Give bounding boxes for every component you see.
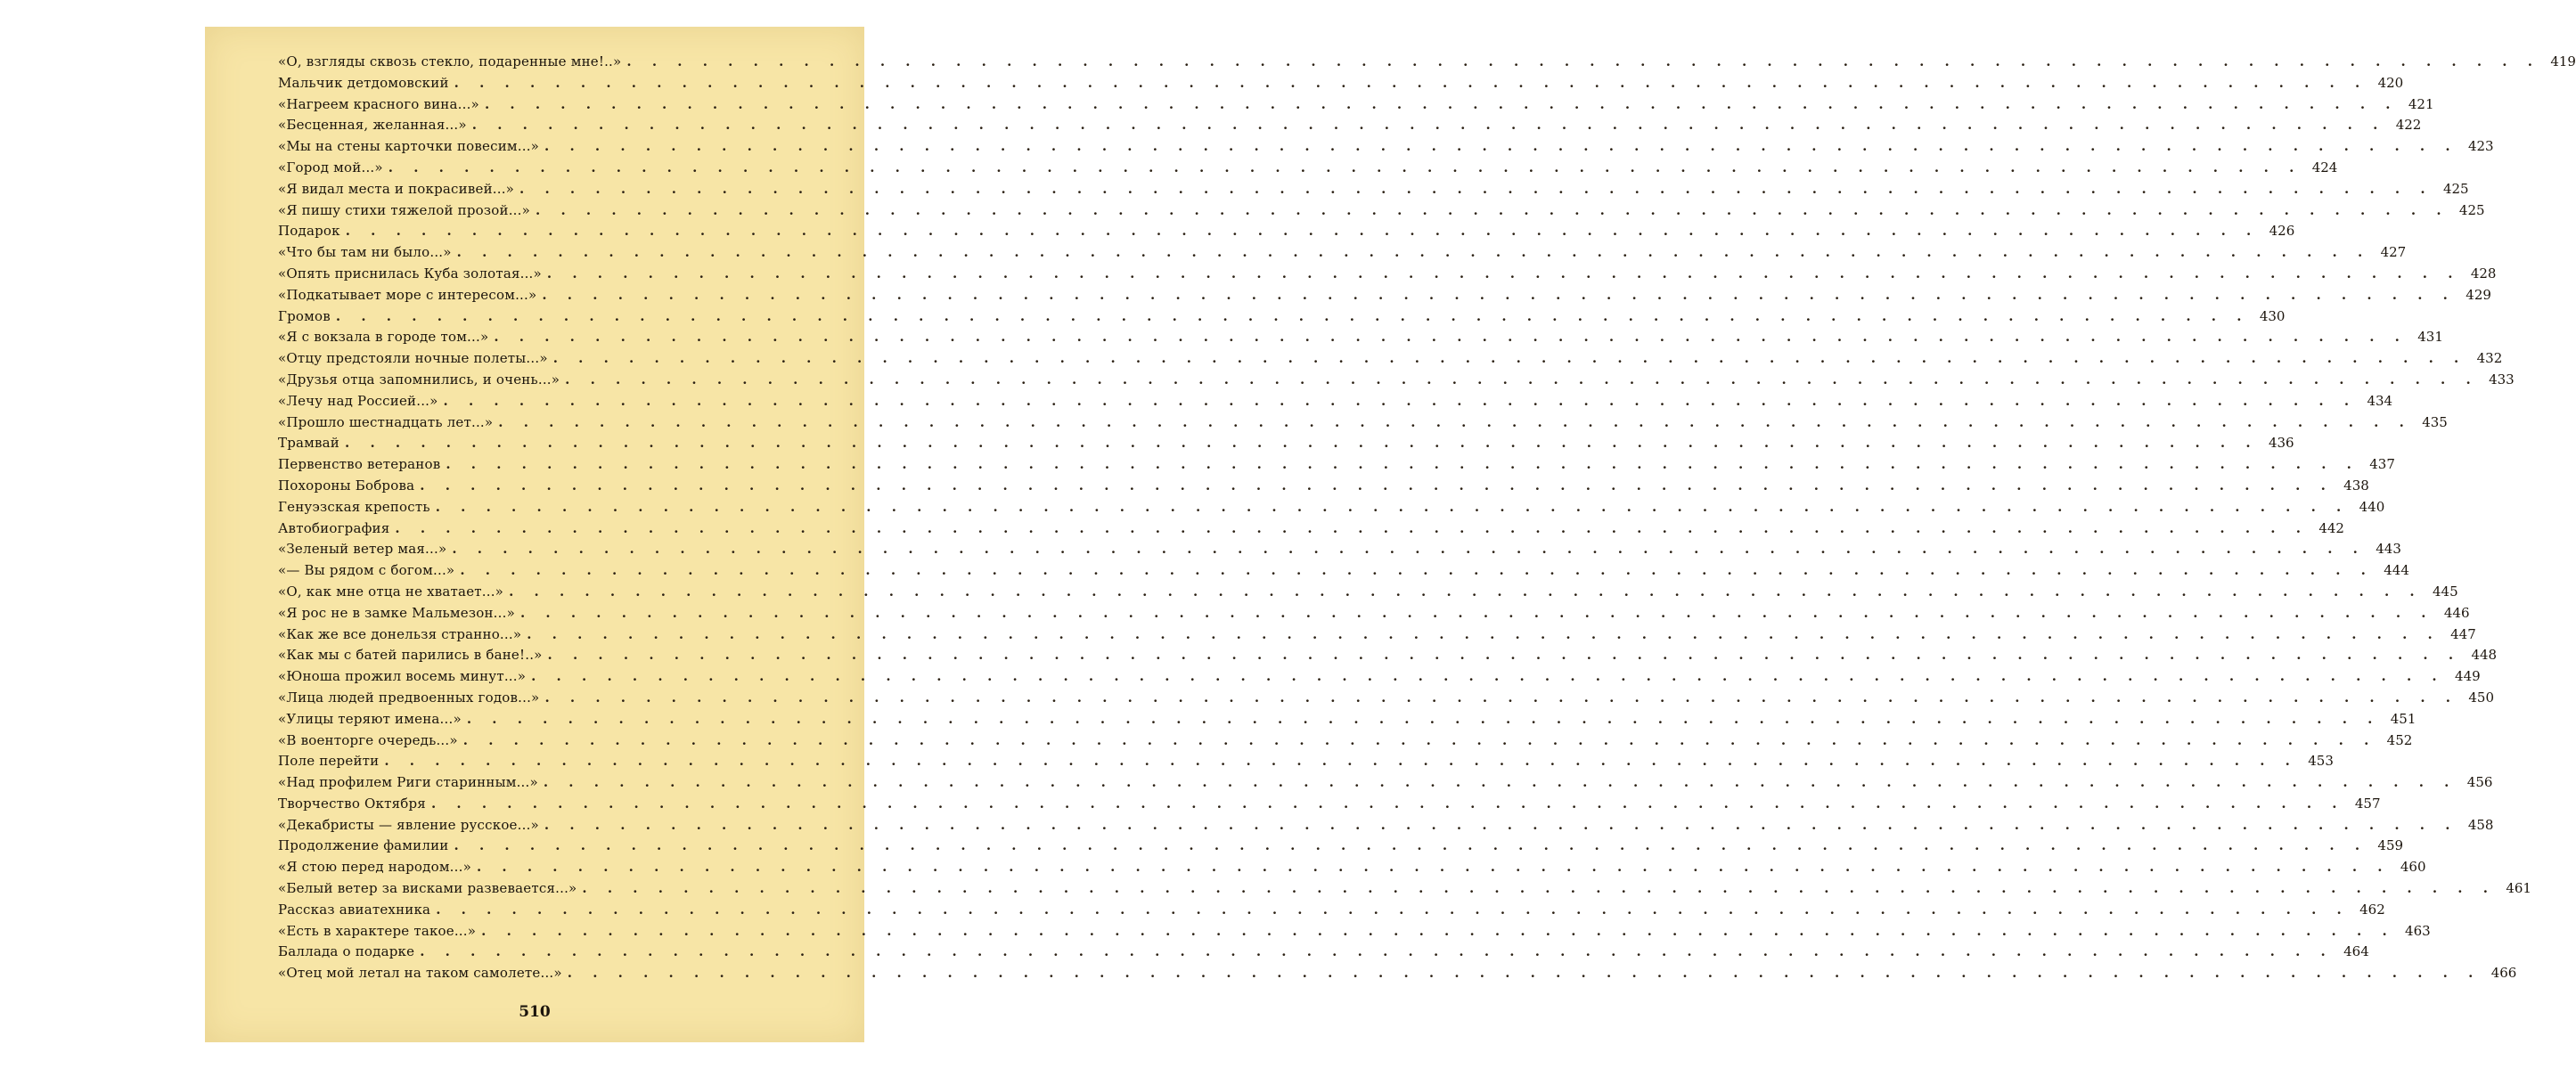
toc-entry [278, 689, 2494, 711]
entry-page-number: 425 [2458, 201, 2485, 218]
entry-title: «Мы на стены карточки повесим...» [278, 138, 540, 155]
toc-entry [278, 647, 2498, 668]
toc-entry [278, 223, 2295, 244]
entry-page-number: 443 [2376, 541, 2401, 558]
entry-title: Подарок [278, 223, 340, 240]
toc-entry [278, 74, 2404, 96]
entry-page-number: 430 [2259, 307, 2286, 324]
entry-title: «Что бы там ни было...» [278, 244, 452, 261]
entry-page-number: 421 [2408, 95, 2434, 112]
dot-leader: . . . . . . . . . . . . . . . . . . . . . . . . . . . . . . . . . . . . . . . . . . . . . . . . . . . . . . . . . . . . . . . . . . . . . . . . . . . . [544, 689, 2458, 706]
toc-entry [278, 392, 2393, 414]
entry-title: Трамвай [278, 435, 340, 452]
toc-entry [278, 329, 2443, 350]
toc-entry [278, 265, 2497, 287]
dot-leader: . . . . . . . . . . . . . . . . . . . . . . . . . . . . . . . . . . . . . . . . . . . . . . . . . . . . . . . . . . . . . . . . . . . . . . . . . . . . [531, 668, 2445, 685]
dot-leader: . . . . . . . . . . . . . . . . . . . . . . . . . . . . . . . . . . . . . . . . . . . . . . . . . . . . . . . . . . . . . . . . . . . . . . . . . . . . [527, 625, 2441, 642]
entry-page-number: 453 [2308, 753, 2334, 770]
toc-entry [278, 307, 2286, 330]
dot-leader: . . . . . . . . . . . . . . . . . . . . . . . . . . . . . . . . . . . . . . . . . . . . . . . . . . . . . . . . . . . . . . . . . . . . . . . . . . . . [335, 307, 2250, 324]
entry-page-number: 444 [2384, 562, 2409, 579]
dot-leader: . . . . . . . . . . . . . . . . . . . . . . . . . . . . . . . . . . . . . . . . . . . . . . . . . . . . . . . . . . . . . . . . . . . . . . . . . . . . [454, 837, 2368, 854]
entry-page-number: 420 [2377, 74, 2404, 91]
entry-page-number: 442 [2318, 519, 2344, 536]
dot-leader: . . . . . . . . . . . . . . . . . . . . . . . . . . . . . . . . . . . . . . . . . . . . . . . . . . . . . . . . . . . . . . . . . . . . . . . . . . . . [536, 201, 2449, 218]
dot-leader: . . . . . . . . . . . . . . . . . . . . . . . . . . . . . . . . . . . . . . . . . . . . . . . . . . . . . . . . . . . . . . . . . . . . . . . . . . . . [567, 965, 2482, 982]
dot-leader: . . . . . . . . . . . . . . . . . . . . . . . . . . . . . . . . . . . . . . . . . . . . . . . . . . . . . . . . . . . . . . . . . . . . . . . . . . . . [446, 456, 2359, 473]
toc-entry [278, 583, 2458, 605]
entry-page-number: 463 [2405, 922, 2431, 939]
entry-title: «Я видал места и покрасивей...» [278, 180, 515, 197]
entry-page-number: 447 [2450, 625, 2476, 642]
entry-title: «Отцу предстояли ночные полеты...» [278, 350, 548, 367]
page-number: 510 [519, 1003, 551, 1021]
entry-page-number: 424 [2311, 159, 2338, 175]
entry-page-number: 461 [2506, 880, 2531, 897]
entry-title: Продолжение фамилии [278, 837, 449, 854]
dot-leader: . . . . . . . . . . . . . . . . . . . . . . . . . . . . . . . . . . . . . . . . . . . . . . . . . . . . . . . . . . . . . . . . . . . . . . . . . . . . [546, 265, 2461, 282]
toc-entry [278, 943, 2369, 965]
toc-entry [278, 456, 2395, 477]
entry-title: «Декабристы — явление русское...» [278, 816, 539, 833]
entry-page-number: 426 [2269, 223, 2295, 240]
entry-page-number: 459 [2377, 837, 2404, 854]
toc-entry [278, 922, 2431, 944]
dot-leader: . . . . . . . . . . . . . . . . . . . . . . . . . . . . . . . . . . . . . . . . . . . . . . . . . . . . . . . . . . . . . . . . . . . . . . . . . . . . [384, 753, 2298, 770]
entry-title: «Зеленый ветер мая...» [278, 541, 447, 558]
entry-page-number: 419 [2550, 53, 2576, 69]
entry-title: «Я рос не в замке Мальмезон...» [278, 604, 515, 621]
entry-page-number: 448 [2471, 647, 2498, 664]
entry-page-number: 437 [2369, 456, 2395, 473]
entry-title: «Юноша прожил восемь минут...» [278, 668, 527, 685]
toc-entry [278, 138, 2494, 159]
toc-entry [278, 477, 2369, 499]
dot-leader: . . . . . . . . . . . . . . . . . . . . . . . . . . . . . . . . . . . . . . . . . . . . . . . . . . . . . . . . . . . . . . . . . . . . . . . . . . . . [582, 880, 2496, 897]
entry-page-number: 451 [2390, 710, 2417, 727]
entry-title: «В военторге очередь...» [278, 731, 458, 748]
entry-page-number: 433 [2489, 371, 2515, 388]
entry-page-number: 440 [2359, 498, 2385, 515]
entry-page-number: 445 [2432, 583, 2458, 600]
entry-title: «О, взгляды сквозь стекло, подаренные мне!..» [278, 53, 622, 69]
toc-entry [278, 604, 2470, 626]
entry-title: «Прошло шестнадцать лет...» [278, 413, 494, 430]
toc-entry [278, 117, 2422, 138]
dot-leader: . . . . . . . . . . . . . . . . . . . . . . . . . . . . . . . . . . . . . . . . . . . . . . . . . . . . . . . . . . . . . . . . . . . . . . . . . . . . [544, 816, 2458, 833]
toc-entry [278, 837, 2404, 859]
dot-leader: . . . . . . . . . . . . . . . . . . . . . . . . . . . . . . . . . . . . . . . . . . . . . . . . . . . . . . . . . . . . . . . . . . . . . . . . . . . . [552, 350, 2467, 367]
entry-page-number: 446 [2443, 604, 2470, 621]
entry-title: «О, как мне отца не хватает...» [278, 583, 504, 600]
entry-title: «Улицы теряют имена...» [278, 710, 462, 727]
toc-entry [278, 774, 2493, 796]
entry-page-number: 434 [2367, 392, 2393, 409]
entry-title: Похороны Боброва [278, 477, 415, 494]
dot-leader: . . . . . . . . . . . . . . . . . . . . . . . . . . . . . . . . . . . . . . . . . . . . . . . . . . . . . . . . . . . . . . . . . . . . . . . . . . . . [443, 392, 2358, 409]
toc-entry [278, 816, 2494, 838]
entry-title: «— Вы рядом с богом...» [278, 562, 455, 579]
dot-leader: . . . . . . . . . . . . . . . . . . . . . . . . . . . . . . . . . . . . . . . . . . . . . . . . . . . . . . . . . . . . . . . . . . . . . . . . . . . . [345, 223, 2260, 240]
toc-entry [278, 53, 2576, 75]
toc-entry [278, 753, 2334, 774]
dot-leader: . . . . . . . . . . . . . . . . . . . . . . . . . . . . . . . . . . . . . . . . . . . . . . . . . . . . . . . . . . . . . . . . . . . . . . . . . . . . [395, 519, 2309, 536]
table-of-contents [278, 53, 2576, 986]
entry-page-number: 458 [2467, 816, 2494, 833]
dot-leader: . . . . . . . . . . . . . . . . . . . . . . . . . . . . . . . . . . . . . . . . . . . . . . . . . . . . . . . . . . . . . . . . . . . . . . . . . . . . [462, 731, 2377, 748]
dot-leader: . . . . . . . . . . . . . . . . . . . . . . . . . . . . . . . . . . . . . . . . . . . . . . . . . . . . . . . . . . . . . . . . . . . . . . . . . . . . [519, 180, 2433, 197]
dot-leader: . . . . . . . . . . . . . . . . . . . . . . . . . . . . . . . . . . . . . . . . . . . . . . . . . . . . . . . . . . . . . . . . . . . . . . . . . . . . [544, 138, 2458, 155]
entry-title: Поле перейти [278, 753, 380, 770]
entry-page-number: 460 [2400, 859, 2426, 876]
entry-page-number: 466 [2490, 965, 2517, 982]
entry-title: «Как же все донельзя странно...» [278, 625, 522, 642]
entry-title: Рассказ авиатехника [278, 901, 431, 918]
toc-entry [278, 731, 2413, 754]
entry-page-number: 435 [2422, 413, 2448, 430]
entry-page-number: 422 [2395, 117, 2422, 134]
entry-page-number: 456 [2466, 774, 2493, 791]
dot-leader: . . . . . . . . . . . . . . . . . . . . . . . . . . . . . . . . . . . . . . . . . . . . . . . . . . . . . . . . . . . . . . . . . . . . . . . . . . . . [484, 95, 2399, 112]
toc-entry [278, 244, 2407, 265]
toc-entry [278, 159, 2338, 181]
toc-entry [278, 286, 2491, 308]
entry-title: «Бесценная, желанная...» [278, 117, 467, 134]
entry-page-number: 431 [2417, 329, 2443, 346]
entry-page-number: 449 [2455, 668, 2481, 685]
entry-page-number: 457 [2354, 795, 2381, 812]
dot-leader: . . . . . . . . . . . . . . . . . . . . . . . . . . . . . . . . . . . . . . . . . . . . . . . . . . . . . . . . . . . . . . . . . . . . . . . . . . . . [547, 647, 2462, 664]
toc-entry [278, 95, 2434, 118]
dot-leader: . . . . . . . . . . . . . . . . . . . . . . . . . . . . . . . . . . . . . . . . . . . . . . . . . . . . . . . . . . . . . . . . . . . . . . . . . . . . [565, 371, 2479, 388]
entry-title: «Отец мой летал на таком самолете...» [278, 965, 562, 982]
entry-title: «Друзья отца запомнились, и очень...» [278, 371, 560, 388]
toc-entry [278, 795, 2381, 817]
entry-page-number: 429 [2466, 286, 2491, 303]
dot-leader: . . . . . . . . . . . . . . . . . . . . . . . . . . . . . . . . . . . . . . . . . . . . . . . . . . . . . . . . . . . . . . . . . . . . . . . . . . . . [430, 795, 2345, 812]
toc-entry [278, 710, 2417, 732]
entry-title: «Лечу над Россией...» [278, 392, 438, 409]
entry-page-number: 428 [2470, 265, 2497, 282]
dot-leader: . . . . . . . . . . . . . . . . . . . . . . . . . . . . . . . . . . . . . . . . . . . . . . . . . . . . . . . . . . . . . . . . . . . . . . . . . . . . [471, 117, 2386, 134]
toc-entry [278, 859, 2426, 880]
entry-page-number: 425 [2442, 180, 2469, 197]
entry-title: «Есть в характере такое...» [278, 922, 477, 939]
dot-leader: . . . . . . . . . . . . . . . . . . . . . . . . . . . . . . . . . . . . . . . . . . . . . . . . . . . . . . . . . . . . . . . . . . . . . . . . . . . . [543, 774, 2457, 791]
toc-entry [278, 435, 2294, 456]
entry-page-number: 423 [2467, 138, 2494, 155]
entry-title: Первенство ветеранов [278, 456, 441, 473]
entry-title: «Как мы с батей парились в бане!..» [278, 647, 543, 664]
toc-entry [278, 625, 2476, 648]
toc-entry [278, 498, 2385, 520]
dot-leader: . . . . . . . . . . . . . . . . . . . . . . . . . . . . . . . . . . . . . . . . . . . . . . . . . . . . . . . . . . . . . . . . . . . . . . . . . . . . [460, 562, 2374, 579]
entry-title: «Нагреем красного вина...» [278, 95, 479, 112]
entry-title: Автобиография [278, 519, 390, 536]
dot-leader: . . . . . . . . . . . . . . . . . . . . . . . . . . . . . . . . . . . . . . . . . . . . . . . . . . . . . . . . . . . . . . . . . . . . . . . . . . . . [454, 74, 2368, 91]
entry-title: «Белый ветер за висками развевается...» [278, 880, 577, 897]
entry-title: Громов [278, 307, 331, 324]
dot-leader: . . . . . . . . . . . . . . . . . . . . . . . . . . . . . . . . . . . . . . . . . . . . . . . . . . . . . . . . . . . . . . . . . . . . . . . . . . . . [494, 329, 2408, 346]
toc-entry [278, 541, 2401, 562]
dot-leader: . . . . . . . . . . . . . . . . . . . . . . . . . . . . . . . . . . . . . . . . . . . . . . . . . . . . . . . . . . . . . . . . . . . . . . . . . . . . [436, 901, 2350, 918]
entry-title: Мальчик детдомовский [278, 74, 449, 91]
entry-title: «Я с вокзала в городе том...» [278, 329, 489, 346]
entry-title: «Подкатывает море с интересом...» [278, 286, 537, 303]
dot-leader: . . . . . . . . . . . . . . . . . . . . . . . . . . . . . . . . . . . . . . . . . . . . . . . . . . . . . . . . . . . . . . . . . . . . . . . . . . . . [498, 413, 2412, 430]
toc-entry [278, 201, 2485, 224]
dot-leader: . . . . . . . . . . . . . . . . . . . . . . . . . . . . . . . . . . . . . . . . . . . . . . . . . . . . . . . . . . . . . . . . . . . . . . . . . . . . [626, 53, 2540, 69]
entry-page-number: 464 [2343, 943, 2369, 960]
entry-page-number: 427 [2380, 244, 2407, 261]
entry-title: «Я пишу стихи тяжелой прозой...» [278, 201, 530, 218]
entry-title: Баллада о подарке [278, 943, 415, 960]
toc-entry [278, 519, 2344, 542]
entry-page-number: 452 [2386, 731, 2413, 748]
toc-entry [278, 880, 2531, 902]
entry-page-number: 438 [2343, 477, 2369, 494]
entry-title: Генуэзская крепость [278, 498, 430, 515]
dot-leader: . . . . . . . . . . . . . . . . . . . . . . . . . . . . . . . . . . . . . . . . . . . . . . . . . . . . . . . . . . . . . . . . . . . . . . . . . . . . [519, 604, 2434, 621]
dot-leader: . . . . . . . . . . . . . . . . . . . . . . . . . . . . . . . . . . . . . . . . . . . . . . . . . . . . . . . . . . . . . . . . . . . . . . . . . . . . [435, 498, 2350, 515]
entry-page-number: 462 [2359, 901, 2385, 918]
dot-leader: . . . . . . . . . . . . . . . . . . . . . . . . . . . . . . . . . . . . . . . . . . . . . . . . . . . . . . . . . . . . . . . . . . . . . . . . . . . . [481, 922, 2395, 939]
dot-leader: . . . . . . . . . . . . . . . . . . . . . . . . . . . . . . . . . . . . . . . . . . . . . . . . . . . . . . . . . . . . . . . . . . . . . . . . . . . . [420, 943, 2334, 960]
dot-leader: . . . . . . . . . . . . . . . . . . . . . . . . . . . . . . . . . . . . . . . . . . . . . . . . . . . . . . . . . . . . . . . . . . . . . . . . . . . . [542, 286, 2456, 303]
entry-page-number: 436 [2268, 435, 2294, 452]
dot-leader: . . . . . . . . . . . . . . . . . . . . . . . . . . . . . . . . . . . . . . . . . . . . . . . . . . . . . . . . . . . . . . . . . . . . . . . . . . . . [452, 541, 2366, 558]
dot-leader: . . . . . . . . . . . . . . . . . . . . . . . . . . . . . . . . . . . . . . . . . . . . . . . . . . . . . . . . . . . . . . . . . . . . . . . . . . . . [388, 159, 2302, 175]
toc-entry [278, 371, 2515, 393]
dot-leader: . . . . . . . . . . . . . . . . . . . . . . . . . . . . . . . . . . . . . . . . . . . . . . . . . . . . . . . . . . . . . . . . . . . . . . . . . . . . [420, 477, 2334, 494]
toc-entry [278, 901, 2385, 923]
dot-leader: . . . . . . . . . . . . . . . . . . . . . . . . . . . . . . . . . . . . . . . . . . . . . . . . . . . . . . . . . . . . . . . . . . . . . . . . . . . . [476, 859, 2391, 876]
dot-leader: . . . . . . . . . . . . . . . . . . . . . . . . . . . . . . . . . . . . . . . . . . . . . . . . . . . . . . . . . . . . . . . . . . . . . . . . . . . . [456, 244, 2371, 261]
entry-title: «Над профилем Риги старинным...» [278, 774, 538, 791]
entry-page-number: 450 [2468, 689, 2494, 706]
entry-page-number: 432 [2476, 350, 2503, 367]
toc-entry [278, 413, 2448, 436]
entry-title: «Лица людей предвоенных годов...» [278, 689, 540, 706]
entry-title: Творчество Октября [278, 795, 426, 812]
toc-entry [278, 350, 2503, 371]
book-page [205, 27, 2576, 1042]
entry-title: «Город мой...» [278, 159, 383, 175]
dot-leader: . . . . . . . . . . . . . . . . . . . . . . . . . . . . . . . . . . . . . . . . . . . . . . . . . . . . . . . . . . . . . . . . . . . . . . . . . . . . [345, 435, 2259, 452]
entry-title: «Опять приснилась Куба золотая...» [278, 265, 542, 282]
toc-entry [278, 965, 2517, 986]
entry-title: «Я стою перед народом...» [278, 859, 471, 876]
dot-leader: . . . . . . . . . . . . . . . . . . . . . . . . . . . . . . . . . . . . . . . . . . . . . . . . . . . . . . . . . . . . . . . . . . . . . . . . . . . . [509, 583, 2423, 600]
toc-entry [278, 562, 2409, 583]
toc-entry [278, 180, 2469, 202]
toc-entry [278, 668, 2481, 690]
dot-leader: . . . . . . . . . . . . . . . . . . . . . . . . . . . . . . . . . . . . . . . . . . . . . . . . . . . . . . . . . . . . . . . . . . . . . . . . . . . . [466, 710, 2381, 727]
